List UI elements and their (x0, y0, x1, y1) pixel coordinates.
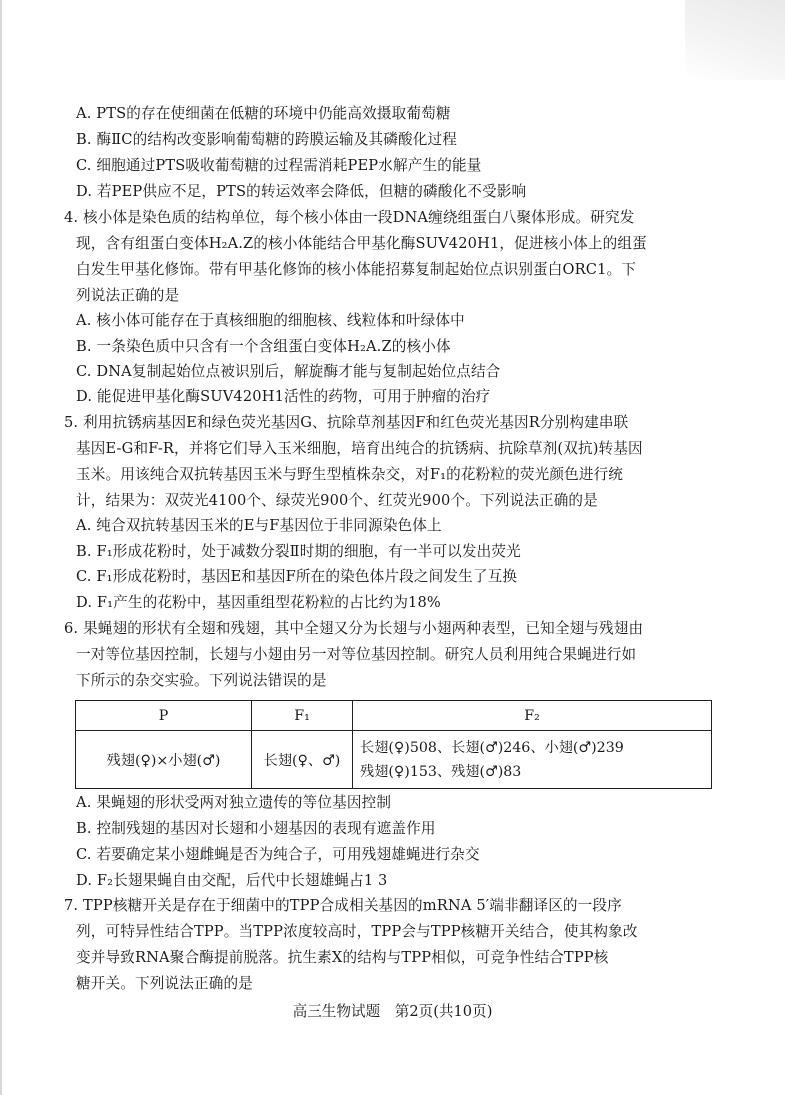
q6-stem-line: 6. 果蝇翅的形状有全翅和残翅，其中全翅又分为长翅与小翅两种表型，已知全翅与残翅由 (64, 620, 644, 637)
q4-option-d: D. 能促进甲基化酶SUV420H1活性的药物，可用于肿瘤的治疗 (76, 388, 491, 405)
q7-stem-line: 7. TPP核糖开关是存在于细菌中的TPP合成相关基因的mRNA 5′端非翻译区的一段序 (64, 897, 622, 914)
q6-stem-line: 一对等位基因控制，长翅与小翅由另一对等位基因控制。研究人员利用纯合果蝇进行如 (76, 646, 637, 663)
q5-option-b: B. F₁形成花粉时，处于减数分裂Ⅱ时期的细胞，有一半可以发出荧光 (76, 543, 521, 560)
q5-option-c: C. F₁形成花粉时，基因E和基因F所在的染色体片段之间发生了互换 (76, 568, 518, 585)
header-f2: F₂ (353, 701, 712, 731)
q6-option-d: D. F₂长翅果蝇自由交配，后代中长翅雄蝇占1 3 (76, 872, 388, 889)
q3-option-b: B. 酶ⅡC的结构改变影响葡萄糖的跨膜运输及其磷酸化过程 (76, 131, 457, 148)
q6-stem-line: 下所示的杂交实验。下列说法错误的是 (76, 672, 327, 689)
q4-stem-line: 4. 核小体是染色质的结构单位，每个核小体由一段DNA缠绕组蛋白八聚体形成。研究发 (64, 209, 635, 226)
header-f1: F₁ (252, 701, 353, 731)
page-edge (0, 0, 2, 1095)
q4-stem-line: 白发生甲基化修饰。带有甲基化修饰的核小体能招募复制起始位点识别蛋白ORC1。下 (76, 261, 637, 278)
f2-line: 残翅(♀)153、残翅(♂)83 (360, 763, 522, 780)
q6-option-c: C. 若要确定某小翅雌蝇是否为纯合子，可用残翅雄蝇进行杂交 (76, 846, 480, 863)
cell-f2-result (353, 731, 712, 789)
q5-stem-line: 计，结果为：双荧光4100个、绿荧光900个、红荧光900个。下列说法正确的是 (76, 492, 598, 509)
q4-option-a: A. 核小体可能存在于真核细胞的细胞核、线粒体和叶绿体中 (76, 312, 465, 329)
q3-option-a: A. PTS的存在使细菌在低糖的环境中仍能高效摄取葡萄糖 (76, 105, 451, 122)
q5-stem-line: 5. 利用抗锈病基因E和绿色荧光基因G、抗除草剂基因F和红色荧光基因R分别构建串联 (64, 414, 629, 431)
q6-option-a: A. 果蝇翅的形状受两对独立遗传的等位基因控制 (76, 794, 392, 811)
q4-stem-line: 列说法正确的是 (76, 287, 180, 304)
table-header-row (76, 701, 712, 731)
q4-option-c: C. DNA复制起始位点被识别后，解旋酶才能与复制起始位点结合 (76, 363, 501, 380)
q3-option-c: C. 细胞通过PTS吸收葡萄糖的过程需消耗PEP水解产生的能量 (76, 157, 482, 174)
q5-option-a: A. 纯合双抗转基因玉米的E与F基因位于非同源染色体上 (76, 517, 442, 534)
q4-option-b: B. 一条染色质中只含有一个含组蛋白变体H₂A.Z的核小体 (76, 338, 451, 355)
q7-stem-line: 糖开关。下列说法正确的是 (76, 975, 253, 992)
q6-option-b: B. 控制残翅的基因对长翅和小翅基因的表现有遮盖作用 (76, 820, 436, 837)
f2-line: 长翅(♀)508、长翅(♂)246、小翅(♂)239 (360, 739, 624, 756)
q7-stem-line: 变并导致RNA聚合酶提前脱落。抗生素X的结构与TPP相似，可竞争性结合TPP核 (76, 949, 609, 966)
table-row (76, 731, 712, 789)
q3-option-d: D. 若PEP供应不足，PTS的转运效率会降低，但糖的磷酸化不受影响 (76, 183, 527, 200)
q5-stem-line: 基因E-G和F-R，并将它们导入玉米细胞，培育出纯合的抗锈病、抗除草剂(双抗)转基因 (76, 440, 643, 457)
q5-stem-line: 玉米。用该纯合双抗转基因玉米与野生型植株杂交，对F₁的花粉粒的荧光颜色进行统 (76, 466, 624, 483)
scan-shading (685, 0, 785, 80)
page-footer: 高三生物试题 第2页(共10页) (292, 1003, 493, 1020)
cross-experiment-table (75, 700, 712, 789)
q4-stem-line: 现，含有组蛋白变体H₂A.Z的核小体能结合甲基化酶SUV420H1，促进核小体上的组蛋 (76, 235, 647, 252)
cell-f1-result: 长翅(♀、♂) (252, 731, 353, 789)
header-p: P (76, 701, 252, 731)
q7-stem-line: 列，可特异性结合TPP。当TPP浓度较高时，TPP会与TPP核糖开关结合，使其构象改 (76, 923, 638, 940)
cell-p-cross: 残翅(♀)×小翅(♂) (76, 731, 252, 789)
q5-option-d: D. F₁产生的花粉中，基因重组型花粉粒的占比约为18% (76, 594, 441, 611)
